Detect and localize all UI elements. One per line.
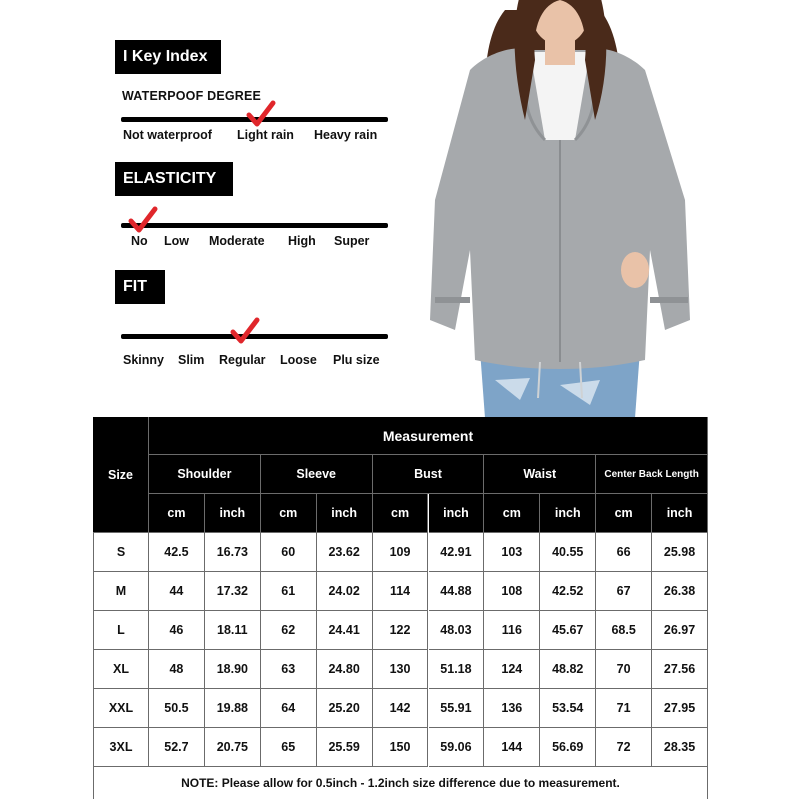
table-cell: 103 xyxy=(484,533,540,572)
table-cell: 150 xyxy=(373,728,429,767)
elasticity-check-icon xyxy=(128,206,158,234)
table-cell: 25.59 xyxy=(317,728,373,767)
unit-header: cm xyxy=(261,494,317,533)
table-cell: 18.90 xyxy=(205,650,261,689)
table-cell: 114 xyxy=(373,572,429,611)
table-cell: 26.38 xyxy=(652,572,708,611)
column-group-header: Sleeve xyxy=(261,455,373,494)
hand xyxy=(621,252,649,288)
size-header: Size xyxy=(93,417,149,533)
table-cell: 65 xyxy=(261,728,317,767)
table-cell: 61 xyxy=(261,572,317,611)
elasticity-label: Super xyxy=(334,234,370,248)
table-cell: 51.18 xyxy=(429,650,485,689)
table-cell: 48.03 xyxy=(429,611,485,650)
table-cell: 25.98 xyxy=(652,533,708,572)
table-cell: 24.41 xyxy=(317,611,373,650)
unit-header: inch xyxy=(652,494,708,533)
table-cell: 130 xyxy=(373,650,429,689)
fit-label: Plu size xyxy=(333,353,380,367)
table-cell: 18.11 xyxy=(205,611,261,650)
table-cell: 136 xyxy=(484,689,540,728)
table-cell: 42.52 xyxy=(540,572,596,611)
table-cell: 59.06 xyxy=(429,728,485,767)
table-cell: 144 xyxy=(484,728,540,767)
table-cell: 28.35 xyxy=(652,728,708,767)
table-cell: 27.95 xyxy=(652,689,708,728)
table-cell: 71 xyxy=(596,689,652,728)
size-cell: 3XL xyxy=(93,728,149,767)
elasticity-label: Low xyxy=(164,234,189,248)
fit-label: Regular xyxy=(219,353,266,367)
table-cell: 23.62 xyxy=(317,533,373,572)
fit-label: Loose xyxy=(280,353,317,367)
elasticity-labels xyxy=(0,234,400,250)
table-cell: 108 xyxy=(484,572,540,611)
size-cell: S xyxy=(93,533,149,572)
table-cell: 124 xyxy=(484,650,540,689)
table-cell: 66 xyxy=(596,533,652,572)
table-cell: 24.02 xyxy=(317,572,373,611)
table-cell: 116 xyxy=(484,611,540,650)
waterproof-labels xyxy=(0,128,400,144)
table-cell: 27.56 xyxy=(652,650,708,689)
table-cell: 42.5 xyxy=(149,533,205,572)
waterproof-label: Heavy rain xyxy=(314,128,378,142)
table-cell: 62 xyxy=(261,611,317,650)
table-cell: 17.32 xyxy=(205,572,261,611)
table-cell: 16.73 xyxy=(205,533,261,572)
unit-header: inch xyxy=(205,494,261,533)
column-group-header: Bust xyxy=(373,455,485,494)
fit-labels xyxy=(0,353,400,369)
waterproof-check-icon xyxy=(246,100,276,128)
elasticity-scale-line xyxy=(121,223,388,228)
table-cell: 70 xyxy=(596,650,652,689)
table-cell: 48 xyxy=(149,650,205,689)
fit-title: FIT xyxy=(115,270,165,304)
key-index-title: I Key Index xyxy=(115,40,221,74)
unit-header: inch xyxy=(317,494,373,533)
table-cell: 72 xyxy=(596,728,652,767)
waterproof-label: Light rain xyxy=(237,128,294,142)
size-chart-table xyxy=(93,417,708,800)
table-cell: 55.91 xyxy=(429,689,485,728)
table-cell: 63 xyxy=(261,650,317,689)
fit-check-icon xyxy=(230,317,260,345)
table-cell: 64 xyxy=(261,689,317,728)
table-cell: 26.97 xyxy=(652,611,708,650)
unit-header: cm xyxy=(484,494,540,533)
elasticity-label: High xyxy=(288,234,316,248)
table-cell: 67 xyxy=(596,572,652,611)
table-cell: 109 xyxy=(373,533,429,572)
table-cell: 19.88 xyxy=(205,689,261,728)
elasticity-label: No xyxy=(131,234,148,248)
unit-header: cm xyxy=(373,494,429,533)
measurement-note: NOTE: Please allow for 0.5inch - 1.2inch size difference due to measurement. xyxy=(93,767,708,799)
table-cell: 53.54 xyxy=(540,689,596,728)
table-cell: 50.5 xyxy=(149,689,205,728)
waterproof-label: Not waterproof xyxy=(123,128,212,142)
column-group-header: Center Back Length xyxy=(596,455,708,494)
unit-header: inch xyxy=(540,494,596,533)
size-cell: L xyxy=(93,611,149,650)
fit-label: Slim xyxy=(178,353,205,367)
size-cell: M xyxy=(93,572,149,611)
column-group-header: Shoulder xyxy=(149,455,261,494)
table-cell: 24.80 xyxy=(317,650,373,689)
size-cell: XXL xyxy=(93,689,149,728)
model-photo xyxy=(410,0,710,418)
table-cell: 56.69 xyxy=(540,728,596,767)
table-cell: 45.67 xyxy=(540,611,596,650)
elasticity-title: ELASTICITY xyxy=(115,162,233,196)
table-cell: 52.7 xyxy=(149,728,205,767)
fit-label: Skinny xyxy=(123,353,164,367)
table-cell: 20.75 xyxy=(205,728,261,767)
size-cell: XL xyxy=(93,650,149,689)
table-cell: 122 xyxy=(373,611,429,650)
waterproof-title: WATERPOOF DEGREE xyxy=(122,89,262,103)
table-cell: 60 xyxy=(261,533,317,572)
table-cell: 44 xyxy=(149,572,205,611)
table-cell: 142 xyxy=(373,689,429,728)
unit-header: cm xyxy=(149,494,205,533)
measurement-header: Measurement xyxy=(149,417,708,455)
unit-header: cm xyxy=(596,494,652,533)
table-cell: 42.91 xyxy=(429,533,485,572)
table-cell: 44.88 xyxy=(429,572,485,611)
column-group-header: Waist xyxy=(484,455,596,494)
table-cell: 25.20 xyxy=(317,689,373,728)
elasticity-label: Moderate xyxy=(209,234,265,248)
table-cell: 46 xyxy=(149,611,205,650)
table-cell: 40.55 xyxy=(540,533,596,572)
table-cell: 68.5 xyxy=(596,611,652,650)
unit-header: inch xyxy=(429,494,485,533)
table-cell: 48.82 xyxy=(540,650,596,689)
